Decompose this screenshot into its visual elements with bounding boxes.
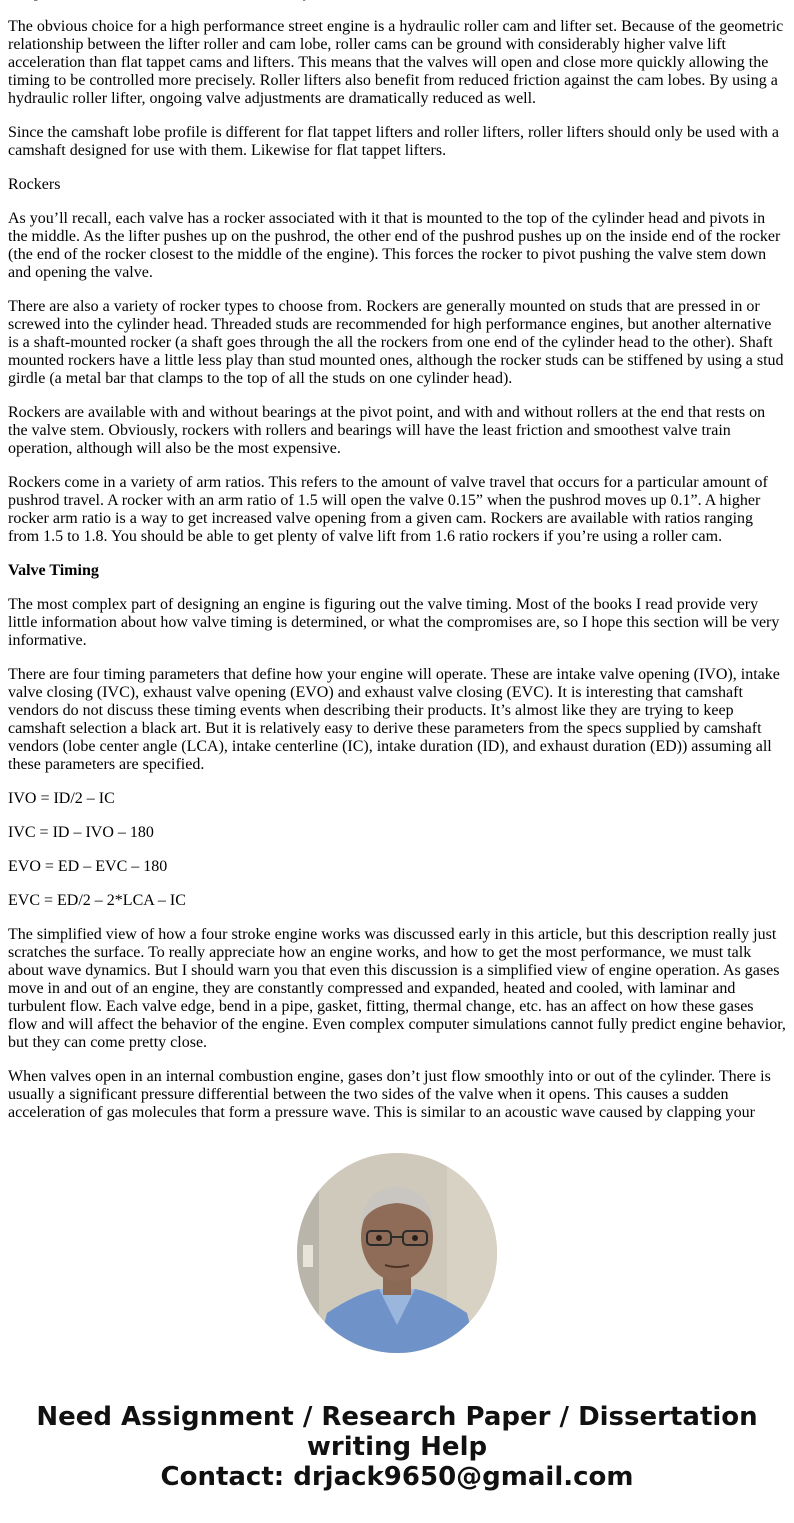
person-photo-icon [297,1153,497,1353]
promo-text [20,1402,774,1492]
article-paragraph: Rockers are available with and without bearings at the pivot point, and with and without rollers at the end that rests on the valve stem. Obviously, rockers with rollers and bearings will have the least friction and smoothest valve train operation, although will also be the most expensive. [8,404,766,457]
article-paragraph: EVC = ED/2 – 2*LCA – IC [8,892,186,909]
author-avatar [297,1153,497,1353]
promo-line-2: writing Help [306,1432,488,1462]
article-paragraph: As you’ll recall, each valve has a rocker associated with it that is mounted to the top of the cylinder head and pivots in the middle. As the lifter pushes up on the pushrod, the other end of the pushrod pushes up on the inside end of the rocker (the end of the rocker closest to the middle of the engine). This forces the rocker to pivot pushing the valve stem down and opening the valve. [8,210,781,281]
article-paragraph: Rockers come in a variety of arm ratios. This refers to the amount of valve travel that occurs for a particular amount of pushrod travel. A rocker with an arm ratio of 1.5 will open the valve 0.15” when the pushrod moves up 0.1”. A higher rocker arm ratio is a way to get increased valve opening from a given cam. Rockers are available with ratios ranging from 1.5 to 1.8. You should be able to get plenty of valve lift from 1.6 ratio rockers if you’re using a roller cam. [8,474,768,545]
section-heading: Valve Timing [8,562,99,579]
article-paragraph [8,0,786,2]
article-paragraph: Since the camshaft lobe profile is different for flat tappet lifters and roller lifters, roller lifters should only be used with a camshaft designed for use with them. Likewise for flat tappet lifters. [8,124,780,159]
promo-banner [0,1124,794,1523]
article-paragraph: The simplified view of how a four stroke engine works was discussed early in this article, but this description really just scratches the surface. To really appreciate how an engine works, and how to get the most performance, we must talk about wave dynamics. But I should warn you that even this discussion is a simplified view of engine operation. As gases move in and out of an engine, they are constantly compressed and expanded, heated and cooled, with laminar and turbulent flow. Each valve edge, bend in a pipe, gasket, fitting, thermal change, etc. has an affect on how these gases flow and will affect the behavior of the engine. Even complex computer simulations cannot fully predict engine behavior, but they can come pretty close. [8,926,786,1051]
contact-email[interactable]: Contact: drjack9650@gmail.com [160,1462,634,1492]
article-body [8,0,786,1124]
article-paragraph: There are four timing parameters that define how your engine will operate. These are intake valve opening (IVO), intake valve closing (IVC), exhaust valve opening (EVO) and exhaust valve closing (EVC). It is interesting that camshaft vendors do not discuss these timing events when describing their products. It’s almost like they are trying to keep camshaft selection a black art. But it is relatively easy to derive these parameters from the specs supplied by camshaft vendors (lobe center angle (LCA), intake centerline (IC), intake duration (ID), and exhaust duration (ED)) assuming all these parameters are specified. [8,666,780,773]
article-paragraph: Rockers [8,176,61,193]
article-paragraph: IVO = ID/2 – IC [8,790,115,807]
article-paragraph: The obvious choice for a high performance street engine is a hydraulic roller cam and lifter set. Because of the geometric relationship between the lifter roller and cam lobe, roller cams can be ground with considerably higher valve lift acceleration than flat tappet cams and lifters. This means that the valves will open and close more quickly allowing the timing to be controlled more precisely. Roller lifters also benefit from reduced friction against the cam lobes. By using a hydraulic roller lifter, ongoing valve adjustments are dramatically reduced as well. [8,18,784,107]
article-paragraph: EVO = ED – EVC – 180 [8,858,168,875]
article-paragraph: There are also a variety of rocker types to choose from. Rockers are generally mounted on studs that are pressed in or screwed into the cylinder head. Threaded studs are recommended for high performance engines, but another alternative is a shaft-mounted rocker (a shaft goes through the all the rockers from one end of the cylinder head to the other). Shaft mounted rockers have a little less play than stud mounted ones, although the rocker studs can be stiffened by using a stud girdle (a metal bar that clamps to the top of all the studs on one cylinder head). [8,298,784,387]
promo-line-1: Need Assignment / Research Paper / Dissertation [36,1402,758,1432]
article-paragraph: The most complex part of designing an engine is figuring out the valve timing. Most of the books I read provide very little information about how valve timing is determined, or what the compromises are, so I hope this section will be very informative. [8,596,780,649]
article-paragraph: IVC = ID – IVO – 180 [8,824,154,841]
article-paragraph: When valves open in an internal combustion engine, gases don’t just flow smoothly into or out of the cylinder. There is usually a significant pressure differential between the two sides of the valve when it opens. This causes a sudden acceleration of gas molecules that form a pressure wave. This is similar to an acoustic wave caused by clapping your [8,1068,771,1121]
